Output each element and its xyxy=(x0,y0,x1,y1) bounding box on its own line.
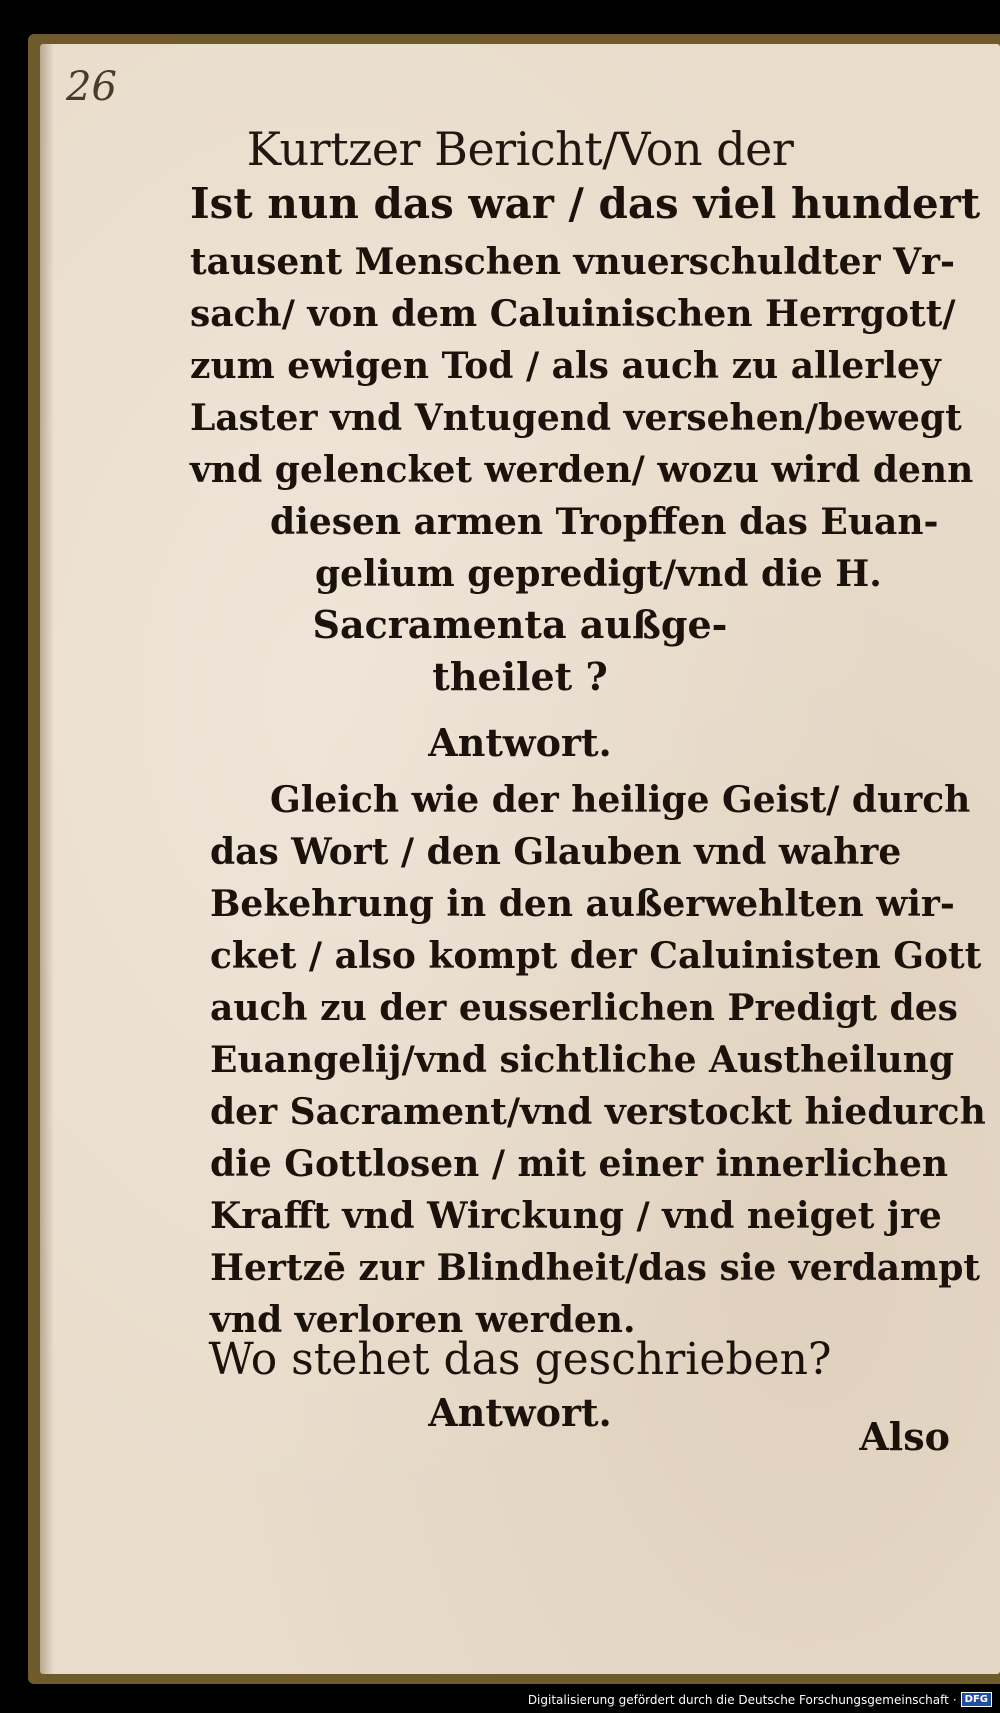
digitization-footer: Digitalisierung gefördert durch die Deutsche Forschungsgemeinschaft · DFG xyxy=(528,1692,992,1707)
text-line: cket / also kompt der Caluinisten Gott xyxy=(210,935,982,977)
answer-label: Antwort. xyxy=(428,1390,612,1435)
text-line: Bekehrung in den außerwehlten wir- xyxy=(210,883,955,925)
text-line: tausent Menschen vnuerschuldter Vr- xyxy=(190,241,955,283)
text-line: Gleich wie der heilige Geist/ durch xyxy=(270,779,971,821)
footer-text: Digitalisierung gefördert durch die Deutsche Forschungsgemeinschaft xyxy=(527,1692,949,1707)
answer-label: Antwort. xyxy=(428,720,612,765)
book-page xyxy=(40,44,1000,1674)
text-line: Euangelij/vnd sichtliche Austheilung xyxy=(210,1039,955,1081)
text-line: Hertzē zur Blindheit/das sie verdampt xyxy=(210,1247,981,1289)
dfg-logo-icon: DFG xyxy=(961,1692,992,1707)
folio-number: 26 xyxy=(66,64,117,110)
question-heading: Wo stehet das geschrieben? xyxy=(208,1334,832,1385)
text-line: Laster vnd Vntugend versehen/bewegt xyxy=(190,397,962,439)
catchword: Also xyxy=(859,1414,950,1459)
text-line: die Gottlosen / mit einer innerlichen xyxy=(210,1143,949,1185)
text-line: auch zu der eusserlichen Predigt des xyxy=(210,987,958,1029)
text-line: Krafft vnd Wirckung / vnd neiget jre xyxy=(210,1195,942,1237)
text-line: diesen armen Tropffen das Euan- xyxy=(270,501,939,543)
text-line: der Sacrament/vnd verstockt hiedurch xyxy=(210,1091,986,1133)
text-line-centered: Sacramenta außge- xyxy=(312,602,728,647)
text-line: zum ewigen Tod / als auch zu allerley xyxy=(190,345,941,387)
text-line-centered: theilet ? xyxy=(432,654,608,699)
text-line: vnd verloren werden. xyxy=(210,1299,636,1341)
text-line: gelium gepredigt/vnd die H. xyxy=(315,553,882,595)
text-line: sach/ von dem Caluinischen Herrgott/ xyxy=(190,293,956,335)
running-head: Kurtzer Bericht/Von der xyxy=(246,122,794,176)
text-line: vnd gelencket werden/ wozu wird denn xyxy=(190,449,974,491)
text-line: das Wort / den Glauben vnd wahre xyxy=(210,831,902,873)
text-line: Ist nun das war / das viel hundert xyxy=(190,179,981,228)
